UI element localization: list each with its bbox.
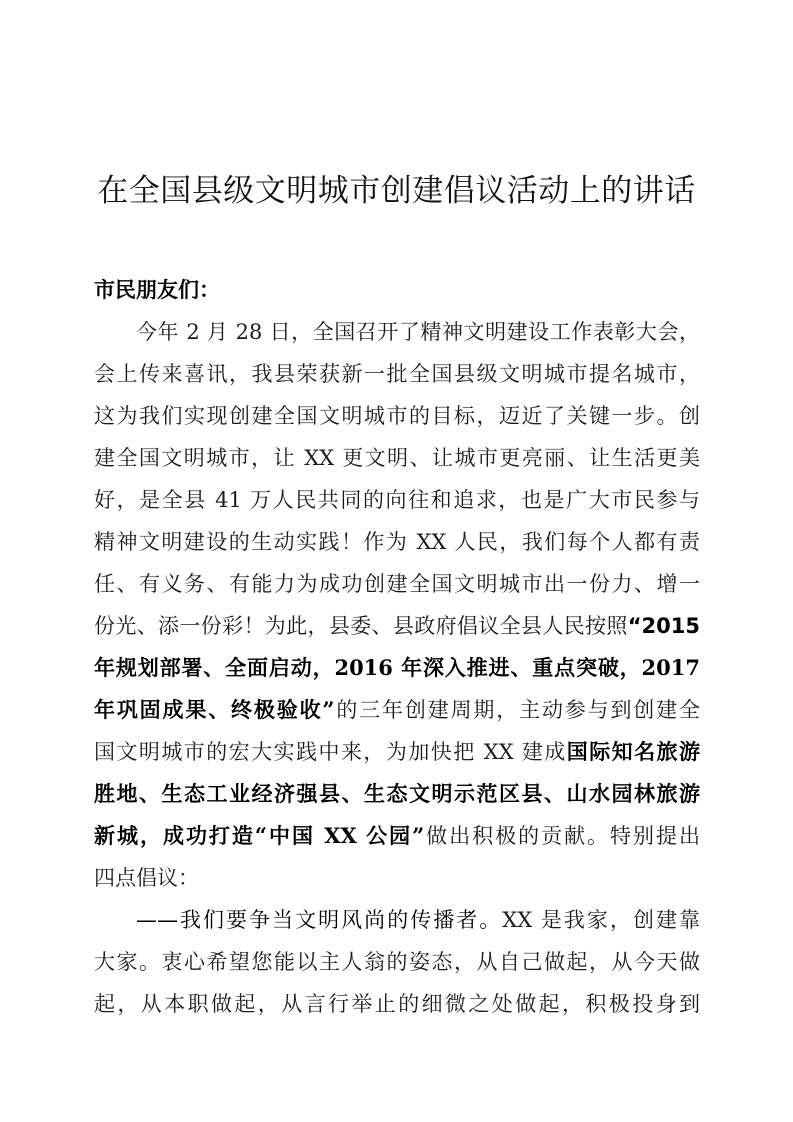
paragraph-line: 今年 2 月 28 日，全国召开了精神文明建设工作表彰大会， — [136, 320, 700, 344]
paragraph-line: 好，是全县 41 万人民共同的向往和追求，也是广大市民参与 — [94, 488, 700, 512]
paragraph-line-bold: 胜地、生态工业经济强县、生态文明示范区县、山水园林旅游 — [94, 781, 700, 806]
paragraph-line: 建全国文明城市，让 XX 更文明、让城市更亮丽、让生活更美 — [94, 446, 700, 470]
paragraph-line: 这为我们实现创建全国文明城市的目标，迈近了关键一步。创 — [94, 404, 700, 428]
paragraph-line: 份光、添一份彩！为此，县委、县政府倡议全县人民按照“2015 — [94, 614, 700, 638]
paragraph-line: 国文明城市的宏大实践中来，为加快把 XX 建成国际知名旅游 — [94, 739, 701, 764]
bold-text: 国际知名旅游 — [566, 739, 701, 764]
bold-text: 年巩固成果、终极验收” — [94, 697, 335, 722]
paragraph-line: 新城，成功打造“中国 XX 公园”做出积极的贡献。特别提出 — [94, 823, 700, 848]
document-title: 在全国县级文明城市创建倡议活动上的讲话 — [97, 172, 696, 209]
salutation: 市民朋友们： — [94, 277, 220, 302]
paragraph-line: 起，从本职做起，从言行举止的细微之处做起，积极投身到 — [94, 992, 700, 1016]
paragraph-line-bold: 年规划部署、全面启动，2016 年深入推进、重点突破，2017 — [94, 655, 700, 680]
bold-text: 新城，成功打造“中国 XX 公园” — [94, 823, 425, 848]
paragraph-line: ——我们要争当文明风尚的传播者。XX 是我家，创建靠 — [136, 908, 701, 932]
paragraph-line: 年巩固成果、终极验收”的三年创建周期，主动参与到创建全 — [94, 697, 700, 722]
section-heading: ——我们要争当文明风尚的传播者。 — [136, 908, 503, 932]
bold-text: “2015 — [627, 614, 700, 638]
paragraph-line: 会上传来喜讯，我县荣获新一批全国县级文明城市提名城市， — [94, 362, 700, 386]
paragraph-line: 大家。衷心希望您能以主人翁的姿态，从自己做起，从今天做 — [94, 950, 700, 974]
paragraph-line: 任、有义务、有能力为成功创建全国文明城市出一份力、增一 — [94, 572, 700, 596]
paragraph-line: 四点倡议： — [94, 866, 199, 890]
paragraph-line: 精神文明建设的生动实践！作为 XX 人民，我们每个人都有责 — [94, 530, 700, 554]
